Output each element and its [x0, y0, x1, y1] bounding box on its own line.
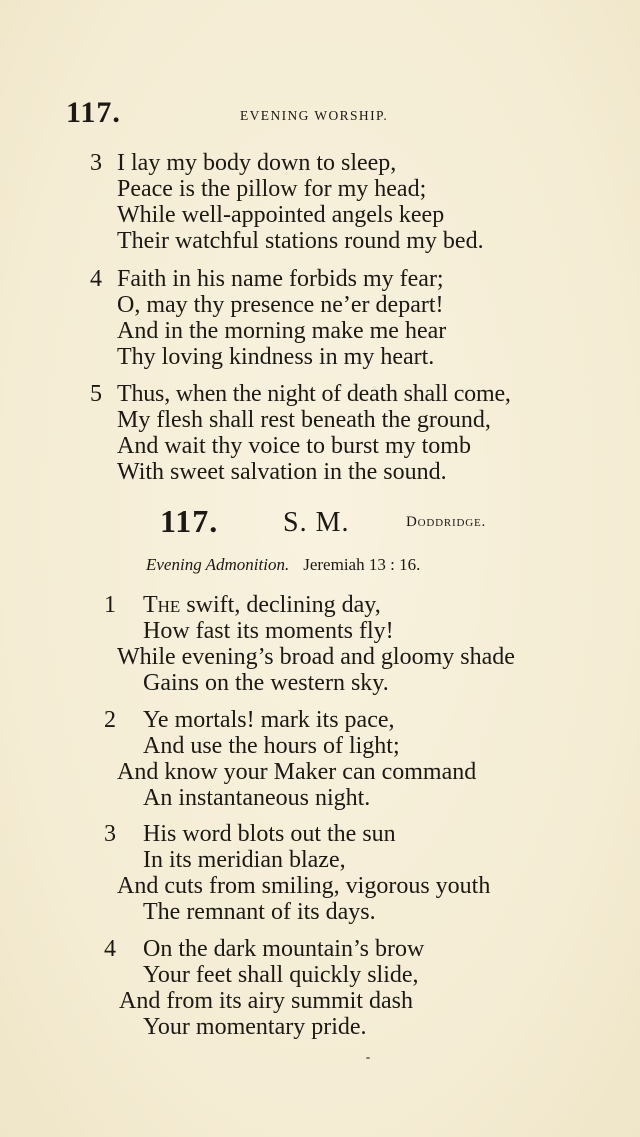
hymn-author: Doddridge. [406, 514, 487, 530]
verse-line: While evening’s broad and gloomy shade [117, 644, 515, 670]
verse-line: On the dark mountain’s brow [143, 936, 425, 962]
verse-number: 4 [104, 936, 116, 962]
hymn-number: 117. [160, 503, 219, 539]
verse-line: Thy loving kindness in my heart. [117, 344, 435, 370]
verse-number: 3 [104, 821, 116, 847]
verse-line: His word blots out the sun [143, 821, 396, 847]
verse-line: And cuts from smiling, vigorous youth [117, 873, 491, 899]
drop-word: The [143, 592, 181, 618]
verse-number: 3 [90, 150, 102, 176]
verse-line: And know your Maker can command [117, 759, 477, 785]
verse-line: Gains on the western sky. [143, 670, 389, 696]
verse-line: Their watchful stations round my bed. [117, 228, 484, 254]
running-head-title: EVENING WORSHIP. [240, 108, 389, 123]
running-head-hymn-number: 117. [66, 96, 121, 129]
verse-number: 1 [104, 592, 116, 618]
verse-line: While well-appointed angels keep [117, 202, 445, 228]
hymn-subtitle [146, 555, 420, 575]
verse-line: My flesh shall rest beneath the ground, [117, 407, 491, 433]
hymn-theme: Evening Admonition. [146, 555, 290, 574]
verse-number: 5 [90, 381, 102, 407]
verse-line [143, 592, 381, 618]
verse-line-rest: swift, declining day, [180, 592, 381, 618]
verse-line: Your feet shall quickly slide, [143, 962, 419, 988]
verse-line: With sweet salvation in the sound. [117, 459, 447, 485]
paper-speck [366, 1057, 370, 1059]
verse-line: I lay my body down to sleep, [117, 150, 397, 176]
verse-number: 4 [90, 266, 102, 292]
hymn-meter: S. M. [283, 507, 350, 538]
verse-line: And wait thy voice to burst my tomb [117, 433, 471, 459]
verse-line: And in the morning make me hear [117, 318, 447, 344]
verse-line: And from its airy summit dash [119, 988, 413, 1014]
verse-line: The remnant of its days. [143, 899, 376, 925]
verse-line: Ye mortals! mark its pace, [143, 707, 395, 733]
verse-line: Thus, when the night of death shall come, [117, 381, 511, 407]
verse-line: Your momentary pride. [143, 1014, 367, 1040]
verse-line: An instantaneous night. [143, 785, 371, 811]
verse-line: In its meridian blaze, [143, 847, 346, 873]
verse-line: Peace is the pillow for my head; [117, 176, 427, 202]
verse-line: O, may thy presence ne’er depart! [117, 292, 444, 318]
verse-line: Faith in his name forbids my fear; [117, 266, 444, 292]
verse-line: How fast its moments fly! [143, 618, 394, 644]
verse-number: 2 [104, 707, 116, 733]
verse-line: And use the hours of light; [143, 733, 400, 759]
scripture-reference: Jeremiah 13 : 16. [303, 555, 421, 574]
